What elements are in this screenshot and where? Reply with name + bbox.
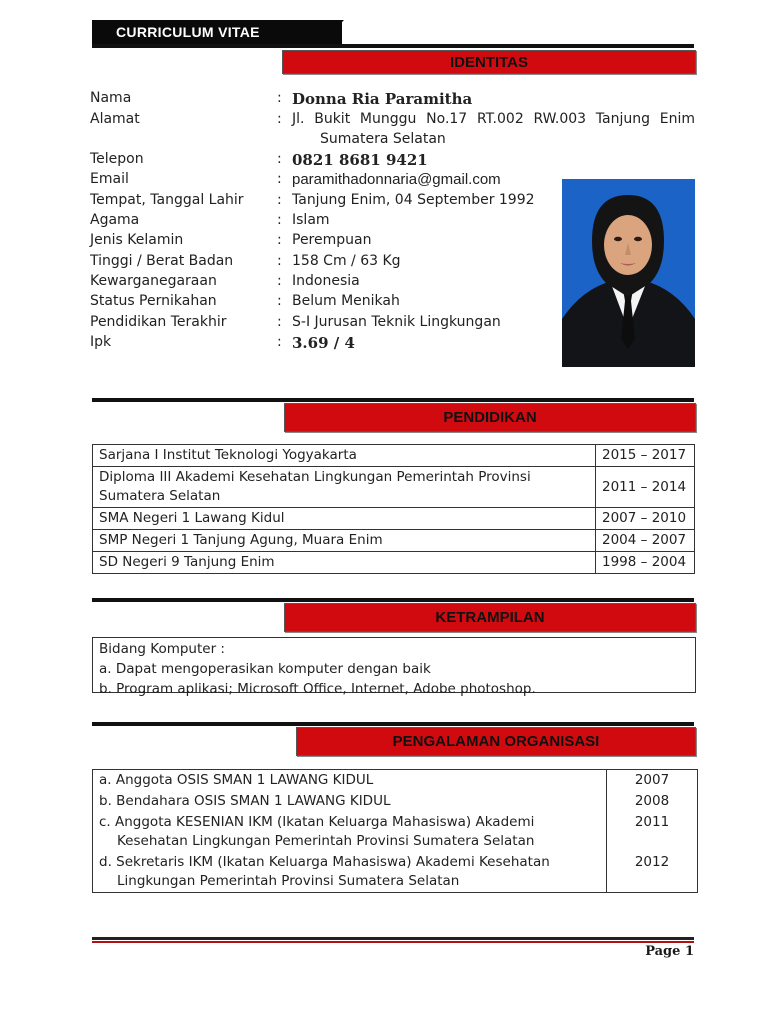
organization-item-line1: c. Anggota KESENIAN IKM (Ikatan Keluarga Mahasiswa) Akademi	[99, 814, 535, 830]
footer-rule	[92, 937, 694, 940]
education-school: Sarjana I Institut Teknologi Yogyakarta	[93, 445, 596, 467]
education-table	[92, 444, 695, 574]
organization-item	[93, 852, 607, 893]
colon: :	[277, 212, 282, 228]
value-kewarganegaraan: Indonesia	[292, 273, 360, 289]
education-school: SD Negeri 9 Tanjung Enim	[93, 552, 596, 574]
page-number: Page 1	[645, 944, 694, 959]
organization-item: a. Anggota OSIS SMAN 1 LAWANG KIDUL	[93, 770, 607, 792]
organization-year: 2011	[607, 812, 698, 852]
table-row	[93, 770, 698, 792]
value-alamat-1: Jl. Bukit Munggu No.17 RT.002 RW.003 Tanjung Enim	[292, 111, 695, 127]
colon: :	[277, 293, 282, 309]
value-telepon: 0821 8681 9421	[292, 151, 428, 169]
profile-photo	[562, 179, 695, 367]
colon: :	[277, 314, 282, 330]
value-tinggi-berat: 158 Cm / 63 Kg	[292, 253, 401, 269]
value-nama: Donna Ria Paramitha	[292, 90, 473, 108]
section-title: PENDIDIKAN	[443, 409, 537, 426]
footer-rule-accent	[92, 941, 694, 943]
colon: :	[277, 334, 282, 350]
value-ttl: Tanjung Enim, 04 September 1992	[292, 192, 535, 208]
skills-line: a. Dapat mengoperasikan komputer dengan baik	[99, 661, 431, 677]
label-kewarganegaraan: Kewarganegaraan	[90, 273, 217, 289]
section-title: IDENTITAS	[449, 53, 529, 71]
table-row	[93, 467, 695, 508]
education-school: SMA Negeri 1 Lawang Kidul	[93, 508, 596, 530]
colon: :	[277, 253, 282, 269]
colon: :	[277, 171, 282, 187]
label-agama: Agama	[90, 212, 140, 228]
table-row	[93, 791, 698, 812]
label-pendidikan-terakhir: Pendidikan Terakhir	[90, 314, 227, 330]
section-header-organisasi	[296, 727, 696, 756]
organization-item: b. Bendahara OSIS SMAN 1 LAWANG KIDUL	[93, 791, 607, 812]
table-row	[93, 852, 698, 893]
education-years: 1998 – 2004	[596, 552, 695, 574]
label-email: Email	[90, 171, 129, 187]
section-header-ketrampilan	[284, 603, 696, 632]
section-header-pendidikan	[284, 403, 696, 432]
education-school	[93, 467, 596, 508]
organization-item	[93, 812, 607, 852]
value-agama: Islam	[292, 212, 330, 228]
table-row	[93, 552, 695, 574]
education-years: 2007 – 2010	[596, 508, 695, 530]
table-row	[93, 445, 695, 467]
education-years: 2011 – 2014	[596, 467, 695, 508]
skills-box	[92, 637, 696, 697]
organization-year: 2007	[607, 770, 698, 792]
organization-table	[92, 769, 698, 893]
section-rule	[92, 398, 694, 402]
value-pendidikan-terakhir: S-I Jurusan Teknik Lingkungan	[292, 314, 501, 330]
education-school-line1: Diploma III Akademi Kesehatan Lingkungan Pemerintah Provinsi	[99, 469, 531, 485]
value-status-pernikahan: Belum Menikah	[292, 293, 400, 309]
education-school: SMP Negeri 1 Tanjung Agung, Muara Enim	[93, 530, 596, 552]
label-tinggi-berat: Tinggi / Berat Badan	[90, 253, 234, 269]
colon: :	[277, 90, 282, 106]
label-ttl: Tempat, Tanggal Lahir	[90, 192, 244, 208]
colon: :	[277, 273, 282, 289]
table-row	[93, 508, 695, 530]
label-nama: Nama	[90, 90, 132, 106]
section-rule	[92, 722, 694, 726]
section-title: PENGALAMAN ORGANISASI	[392, 733, 600, 750]
organization-year: 2008	[607, 791, 698, 812]
organization-item-line2: Lingkungan Pemerintah Provinsi Sumatera Selatan	[117, 873, 460, 889]
value-email: paramithadonnaria@gmail.com	[292, 171, 501, 188]
education-years: 2004 – 2007	[596, 530, 695, 552]
label-telepon: Telepon	[90, 151, 144, 167]
colon: :	[277, 232, 282, 248]
skills-line: b. Program aplikasi; Microsoft Office, Internet, Adobe photoshop.	[99, 681, 536, 697]
section-header-identitas	[282, 50, 696, 74]
organization-year: 2012	[607, 852, 698, 893]
value-ipk: 3.69 / 4	[292, 334, 355, 352]
value-jenis-kelamin: Perempuan	[292, 232, 372, 248]
document-title: CURRICULUM VITAE	[116, 24, 260, 40]
education-school-line2: Sumatera Selatan	[99, 488, 221, 504]
section-rule	[92, 598, 694, 602]
section-title: KETRAMPILAN	[435, 609, 545, 626]
organization-item-line2: Kesehatan Lingkungan Pemerintah Provinsi Sumatera Selatan	[117, 833, 535, 849]
label-jenis-kelamin: Jenis Kelamin	[90, 232, 184, 248]
colon: :	[277, 111, 282, 127]
profile-photo-illustration	[562, 179, 695, 367]
header-rule	[92, 44, 694, 48]
organization-item-line1: d. Sekretaris IKM (Ikatan Keluarga Mahasiswa) Akademi Kesehatan	[99, 854, 550, 870]
table-row	[93, 812, 698, 852]
table-row	[93, 530, 695, 552]
education-years: 2015 – 2017	[596, 445, 695, 467]
skills-line: Bidang Komputer :	[99, 641, 225, 657]
label-alamat: Alamat	[90, 111, 140, 127]
value-alamat-2: Sumatera Selatan	[320, 131, 446, 147]
label-status-pernikahan: Status Pernikahan	[90, 293, 217, 309]
label-ipk: Ipk	[90, 334, 112, 350]
colon: :	[277, 192, 282, 208]
colon: :	[277, 151, 282, 167]
